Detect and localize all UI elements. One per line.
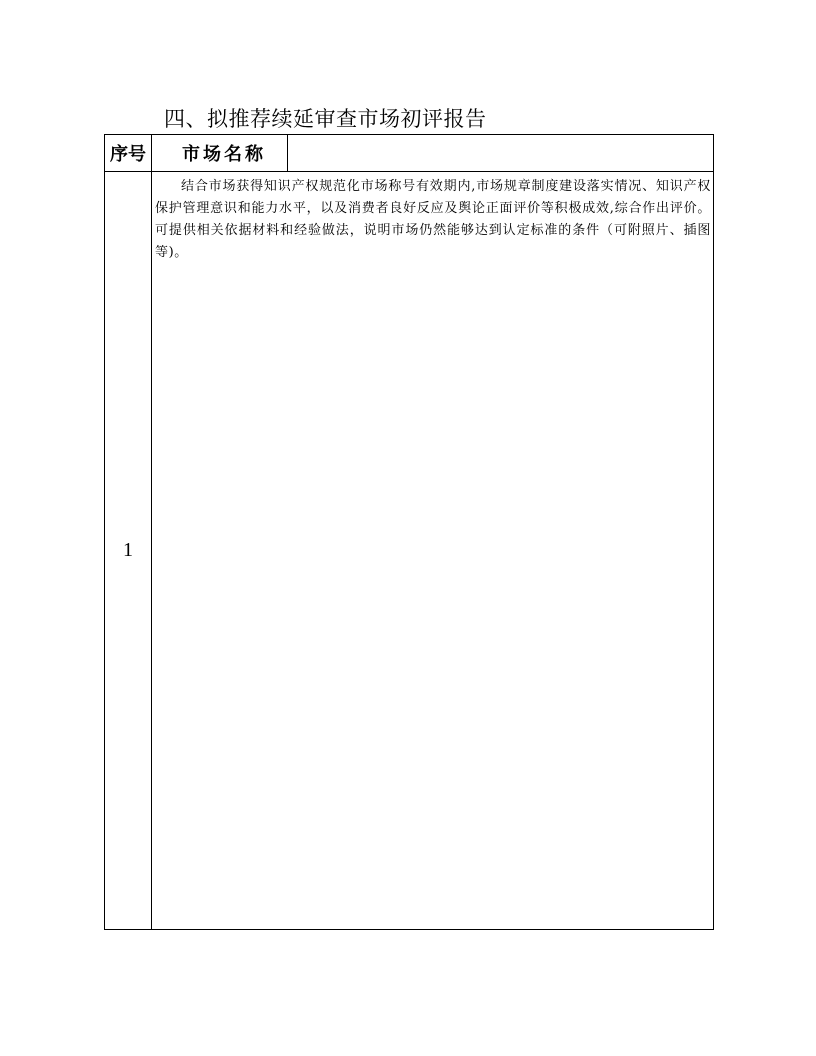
row-sequence-number: 1 — [105, 172, 152, 930]
evaluation-instructions: 结合市场获得知识产权规范化市场称号有效期内,市场规章制度建设落实情况、知识产权保护管理意识和能力水平，以及消费者良好反应及舆论正面评价等积极成效,综合作出评价。可提供相关依据材料和经验做法，说明市场仍然能够达到认定标准的条件（可附照片、插图等)。 — [155, 179, 711, 260]
market-name-value[interactable] — [288, 135, 714, 172]
sequence-header: 序号 — [105, 135, 152, 172]
evaluation-content-cell[interactable] — [152, 172, 714, 930]
document-title: 四、拟推荐续延审查市场初评报告 — [164, 107, 487, 131]
report-table — [104, 134, 714, 930]
market-name-header: 市场名称 — [152, 135, 288, 172]
table-row — [105, 172, 714, 930]
table-header-row — [105, 135, 714, 172]
